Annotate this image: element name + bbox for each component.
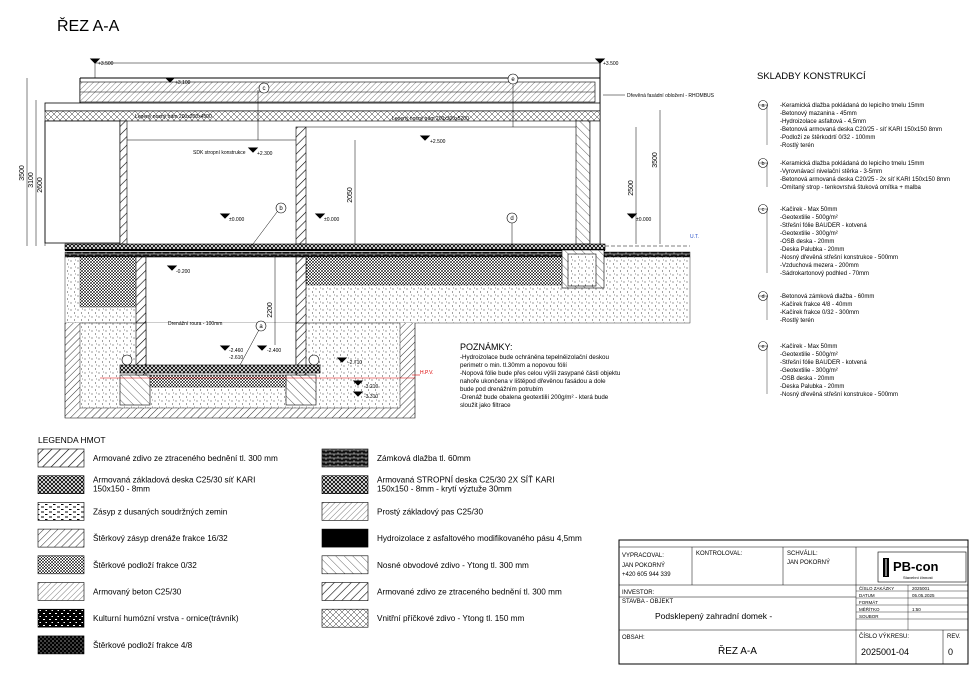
legend-item (38, 636, 193, 654)
composition-line: -Střešní fólie BAUDER - kotvená (780, 360, 867, 366)
beam-left-label: Lepený nosný trám 200x200x4500 (135, 114, 212, 120)
notes-line: nahoře ukončena v lištěpod dřevěnou fasádou a dole (460, 378, 606, 385)
marker-d: d (510, 216, 514, 222)
legend-label: Štěrkové podloží frakce 4/8 (93, 640, 193, 650)
composition-marker: b (761, 161, 765, 167)
legend-label: Armované zdivo ze ztraceného bednění tl. 300 mm (377, 587, 562, 597)
notes-title: POZNÁMKY: (460, 342, 513, 352)
legend-label: Štěrkové podloží frakce 0/32 (93, 560, 197, 570)
legend-item (38, 583, 182, 601)
elev-label: +3.500 (603, 61, 619, 67)
legend-swatch (38, 502, 84, 520)
legend-swatch (322, 449, 368, 467)
dim-label: 2050 (347, 187, 354, 203)
marker-c: c (262, 86, 266, 92)
elev-label: -2.610 (229, 355, 244, 361)
tb-schvalil-name: JAN POKORNÝ (787, 560, 831, 566)
tb-vypracoval-phone: +420 605 944 339 (622, 572, 671, 578)
composition-marker: c (761, 207, 765, 213)
tb-cislo-zakazky-label: ČÍSLO ZAKÁZKY (859, 586, 895, 591)
elev-label: -2.460 (229, 348, 244, 354)
legend-label-line2: 150x150 - 8mm (93, 484, 150, 494)
tb-investor-label: INVESTOR: (622, 590, 655, 596)
legend-item (38, 609, 239, 627)
legend-swatch (38, 609, 84, 627)
elev-label: ±0.000 (229, 217, 245, 223)
compositions-block (757, 71, 950, 398)
composition-line: -Rostlý terén (780, 318, 815, 324)
legend-item (38, 556, 197, 574)
dim-label: 2500 (628, 180, 635, 196)
tb-schvalil-label: SCHVÁLIL: (787, 551, 818, 557)
composition-group (758, 101, 942, 150)
tb-meritko-label: MĚŘÍTKO (859, 607, 880, 612)
logo-sub-text: Stavební činnost (903, 575, 933, 580)
composition-line: -Vzduchová mezera - 200mm (780, 263, 859, 269)
legend-swatch (38, 636, 84, 654)
legend-block (38, 435, 582, 654)
dim-label: 3500 (19, 165, 26, 181)
composition-group (758, 342, 898, 399)
tb-format-label: FORMÁT (859, 600, 878, 605)
composition-line: -Sádrokartonový podhled - 70mm (780, 271, 870, 277)
legend-swatch (38, 449, 84, 467)
tb-obsah-label: OBSAH: (622, 635, 645, 641)
notes-line: perimetr o min. tl.30mm a nopovou fólií (460, 362, 567, 369)
composition-line: -Betonový mazanina - 45mm (780, 111, 857, 117)
dim-label: 2200 (267, 302, 274, 318)
legend-label: Hydroizolace z asfaltového modifikovaného pásu 4,5mm (377, 534, 582, 544)
legend-item (322, 449, 471, 467)
tb-cislo-vykresu-value: 2025001-04 (861, 647, 910, 657)
composition-line: -Betonová zámková dlažba - 60mm (780, 294, 875, 300)
legend-item (322, 502, 483, 520)
page-title: ŘEZ A-A (57, 18, 120, 35)
elev-label: +3.100 (175, 80, 191, 86)
tb-vypracoval-name: JAN POKORNÝ (622, 563, 666, 569)
elev-label: -2.710 (348, 360, 363, 366)
composition-line: -Podloží ze štěrkodrtí 0/32 - 100mm (780, 135, 876, 141)
elev-label: +2.300 (257, 151, 273, 157)
legend-label: Kulturní humózní vrstva - ornice(trávník) (93, 614, 239, 624)
tb-soubor-label: SOUBOR (859, 614, 879, 619)
tb-datum-value: 05.05.2025 (912, 593, 935, 598)
composition-group (758, 205, 898, 278)
dim-label: 3500 (652, 152, 659, 168)
legend-item (322, 475, 554, 494)
composition-line: -Geotextilie - 300g/m² (780, 231, 838, 237)
tb-datum-label: DATUM (859, 593, 875, 598)
legend-item (38, 502, 228, 520)
elev-label: ±0.000 (324, 217, 340, 223)
composition-line: -Kačírek frakce 0/32 - 300mm (780, 310, 860, 316)
legend-item (322, 583, 562, 601)
composition-line: -Rostlý terén (780, 143, 815, 149)
tb-cislo-vykresu-label: ČÍSLO VÝKRESU: (859, 634, 910, 640)
composition-line: -Keramická dlažba pokládaná do lepicího tmelu 15mm (780, 161, 925, 167)
dim-label: 2600 (37, 177, 44, 193)
composition-line: -Hydroizolace asfaltová - 4,5mm (780, 119, 867, 125)
compositions-title: SKLADBY KONSTRUKCÍ (757, 71, 866, 82)
composition-line: -Betonová armovaná deska C20/25 - 2x síť KARI 150x150 8mm (780, 177, 951, 183)
legend-item (322, 529, 582, 547)
marker-e: e (511, 77, 515, 83)
elev-label: +2.500 (430, 139, 446, 145)
legend-title: LEGENDA HMOT (38, 435, 106, 445)
composition-marker: e (761, 344, 765, 350)
elev-label: -2.400 (267, 348, 282, 354)
legend-swatch (38, 476, 84, 494)
legend-label: Vnitřní příčkové zdivo - Ytong tl. 150 mm (377, 614, 525, 624)
tb-rev-label: REV. (947, 634, 961, 640)
legend-item (322, 609, 524, 627)
legend-swatch (322, 583, 368, 601)
tb-obsah-value: ŘEZ A-A (718, 646, 757, 657)
marker-b: b (279, 206, 283, 212)
composition-line: -Střešní fólie BAUDER - kotvená (780, 223, 867, 229)
legend-label: Zásyp z dusaných soudržných zemin (93, 507, 228, 517)
legend-swatch (322, 609, 368, 627)
legend-swatch (322, 476, 368, 494)
legend-label: Zámková dlažba tl. 60mm (377, 454, 471, 463)
composition-line: -Kačírek frakce 4/8 - 40mm (780, 302, 853, 308)
legend-label: Armované zdivo ze ztraceného bednění tl. 300 mm (93, 454, 278, 463)
beam-right-label: Lepený nosný trám 200x300x5200 (392, 116, 469, 122)
legend-swatch (38, 583, 84, 601)
tb-meritko-value: 1:50 (912, 607, 921, 612)
composition-marker: d (761, 294, 765, 300)
legend-swatch (38, 529, 84, 547)
composition-line: -Vyrovnávací nivelační stěrka - 3-5mm (780, 169, 883, 175)
composition-line: -Nosný dřevěná střešní konstrukce - 500mm (780, 255, 899, 261)
water-level-label: H.P.V. (420, 370, 434, 376)
composition-line: -Kačírek - Max 50mm (780, 344, 838, 350)
composition-group (758, 159, 950, 192)
elev-label: -3.310 (364, 394, 379, 400)
notes-line: bude pod drenážním potrubím (460, 386, 543, 393)
dim-label: 3100 (28, 172, 35, 188)
notes-block (460, 342, 621, 409)
composition-line: -Betonová armovaná deska C20/25 - síť KARI 150x150 8mm (780, 127, 942, 133)
legend-label: Nosné obvodové zdivo - Ytong tl. 300 mm (377, 560, 529, 570)
legend-swatch (322, 556, 368, 574)
notes-line: -Drenáž bude obalena geotextilií 200g/m² - která bude (460, 394, 609, 401)
sdk-label: SDK stropní konstrukce (193, 150, 246, 156)
composition-line: -Geotextilie - 500g/m² (780, 215, 838, 221)
elev-label: +3.500 (98, 61, 114, 67)
title-block-text (622, 550, 961, 657)
legend-swatch (38, 556, 84, 574)
legend-label-line2: 150x150 - 8mm - krytí výztuže 30mm (377, 484, 512, 494)
elev-label: -3.210 (364, 384, 379, 390)
legend-label: Armovaný beton C25/30 (93, 587, 182, 597)
composition-group (758, 292, 874, 325)
legend-label: Armovaná STROPNÍ deska C25/30 2X SÍŤ KARI (377, 475, 555, 485)
notes-line: -Hydroizolace bude ochráněna tepelněizolační deskou (460, 354, 609, 361)
composition-line: -OSB deska - 20mm (780, 239, 835, 245)
drain-label: Drenážní roura - 100mm (168, 321, 223, 327)
composition-line: -Omítaný strop - tenkovrstvá štuková omítka + malba (780, 185, 921, 191)
logo-main-text: PB-con (893, 559, 939, 574)
composition-line: -Keramická dlažba pokládaná do lepicího tmelu 15mm (780, 103, 925, 109)
composition-line: -Deska Palubka - 20mm (780, 384, 845, 390)
composition-line: -OSB deska - 20mm (780, 376, 835, 382)
legend-item (322, 556, 529, 574)
composition-line: -Geotextilie - 500g/m² (780, 352, 838, 358)
legend-label: Prostý základový pas C25/30 (377, 507, 484, 517)
composition-line: -Geotextilie - 300g/m² (780, 368, 838, 374)
elev-label: ±0.000 (636, 217, 652, 223)
notes-line: -Nopová fólie bude přes celou výšli zasypané části objektu (460, 370, 621, 377)
tb-rev-value: 0 (948, 647, 954, 657)
composition-marker: a (761, 103, 765, 109)
elev-label: -0.200 (176, 269, 191, 275)
composition-line: -Nosný dřevěná střešní konstrukce - 500mm (780, 392, 899, 398)
terrain-level-label: U.T. (690, 234, 699, 240)
legend-item (38, 529, 228, 547)
facade-label: Dřevěná fasádní obložení - RHOMBUS (627, 93, 714, 99)
legend-swatch (322, 502, 368, 520)
composition-line: -Kačírek - Max 50mm (780, 207, 838, 213)
notes-line: sloužit jako filtrace (460, 402, 511, 409)
legend-label: Armovaná základová deska C25/30 síť KARI (93, 475, 256, 485)
legend-label: Štěrkový zásyp drenáže frakce 16/32 (93, 534, 228, 544)
company-logo (883, 558, 939, 580)
legend-swatch (322, 529, 368, 547)
tb-stavba-label: STAVBA - OBJEKT (622, 599, 674, 605)
composition-line: -Deska Palubka - 20mm (780, 247, 845, 253)
legend-item (38, 449, 278, 467)
tb-cislo-zakazky-value: 2025001 (912, 586, 930, 591)
tb-kontroloval-label: KONTROLOVAL: (696, 551, 743, 557)
legend-item (38, 476, 255, 494)
tb-vypracoval-label: VYPRACOVAL: (622, 553, 664, 559)
tb-stavba-value: Podsklepený zahradní domek - (655, 611, 773, 621)
marker-a: a (259, 324, 263, 330)
